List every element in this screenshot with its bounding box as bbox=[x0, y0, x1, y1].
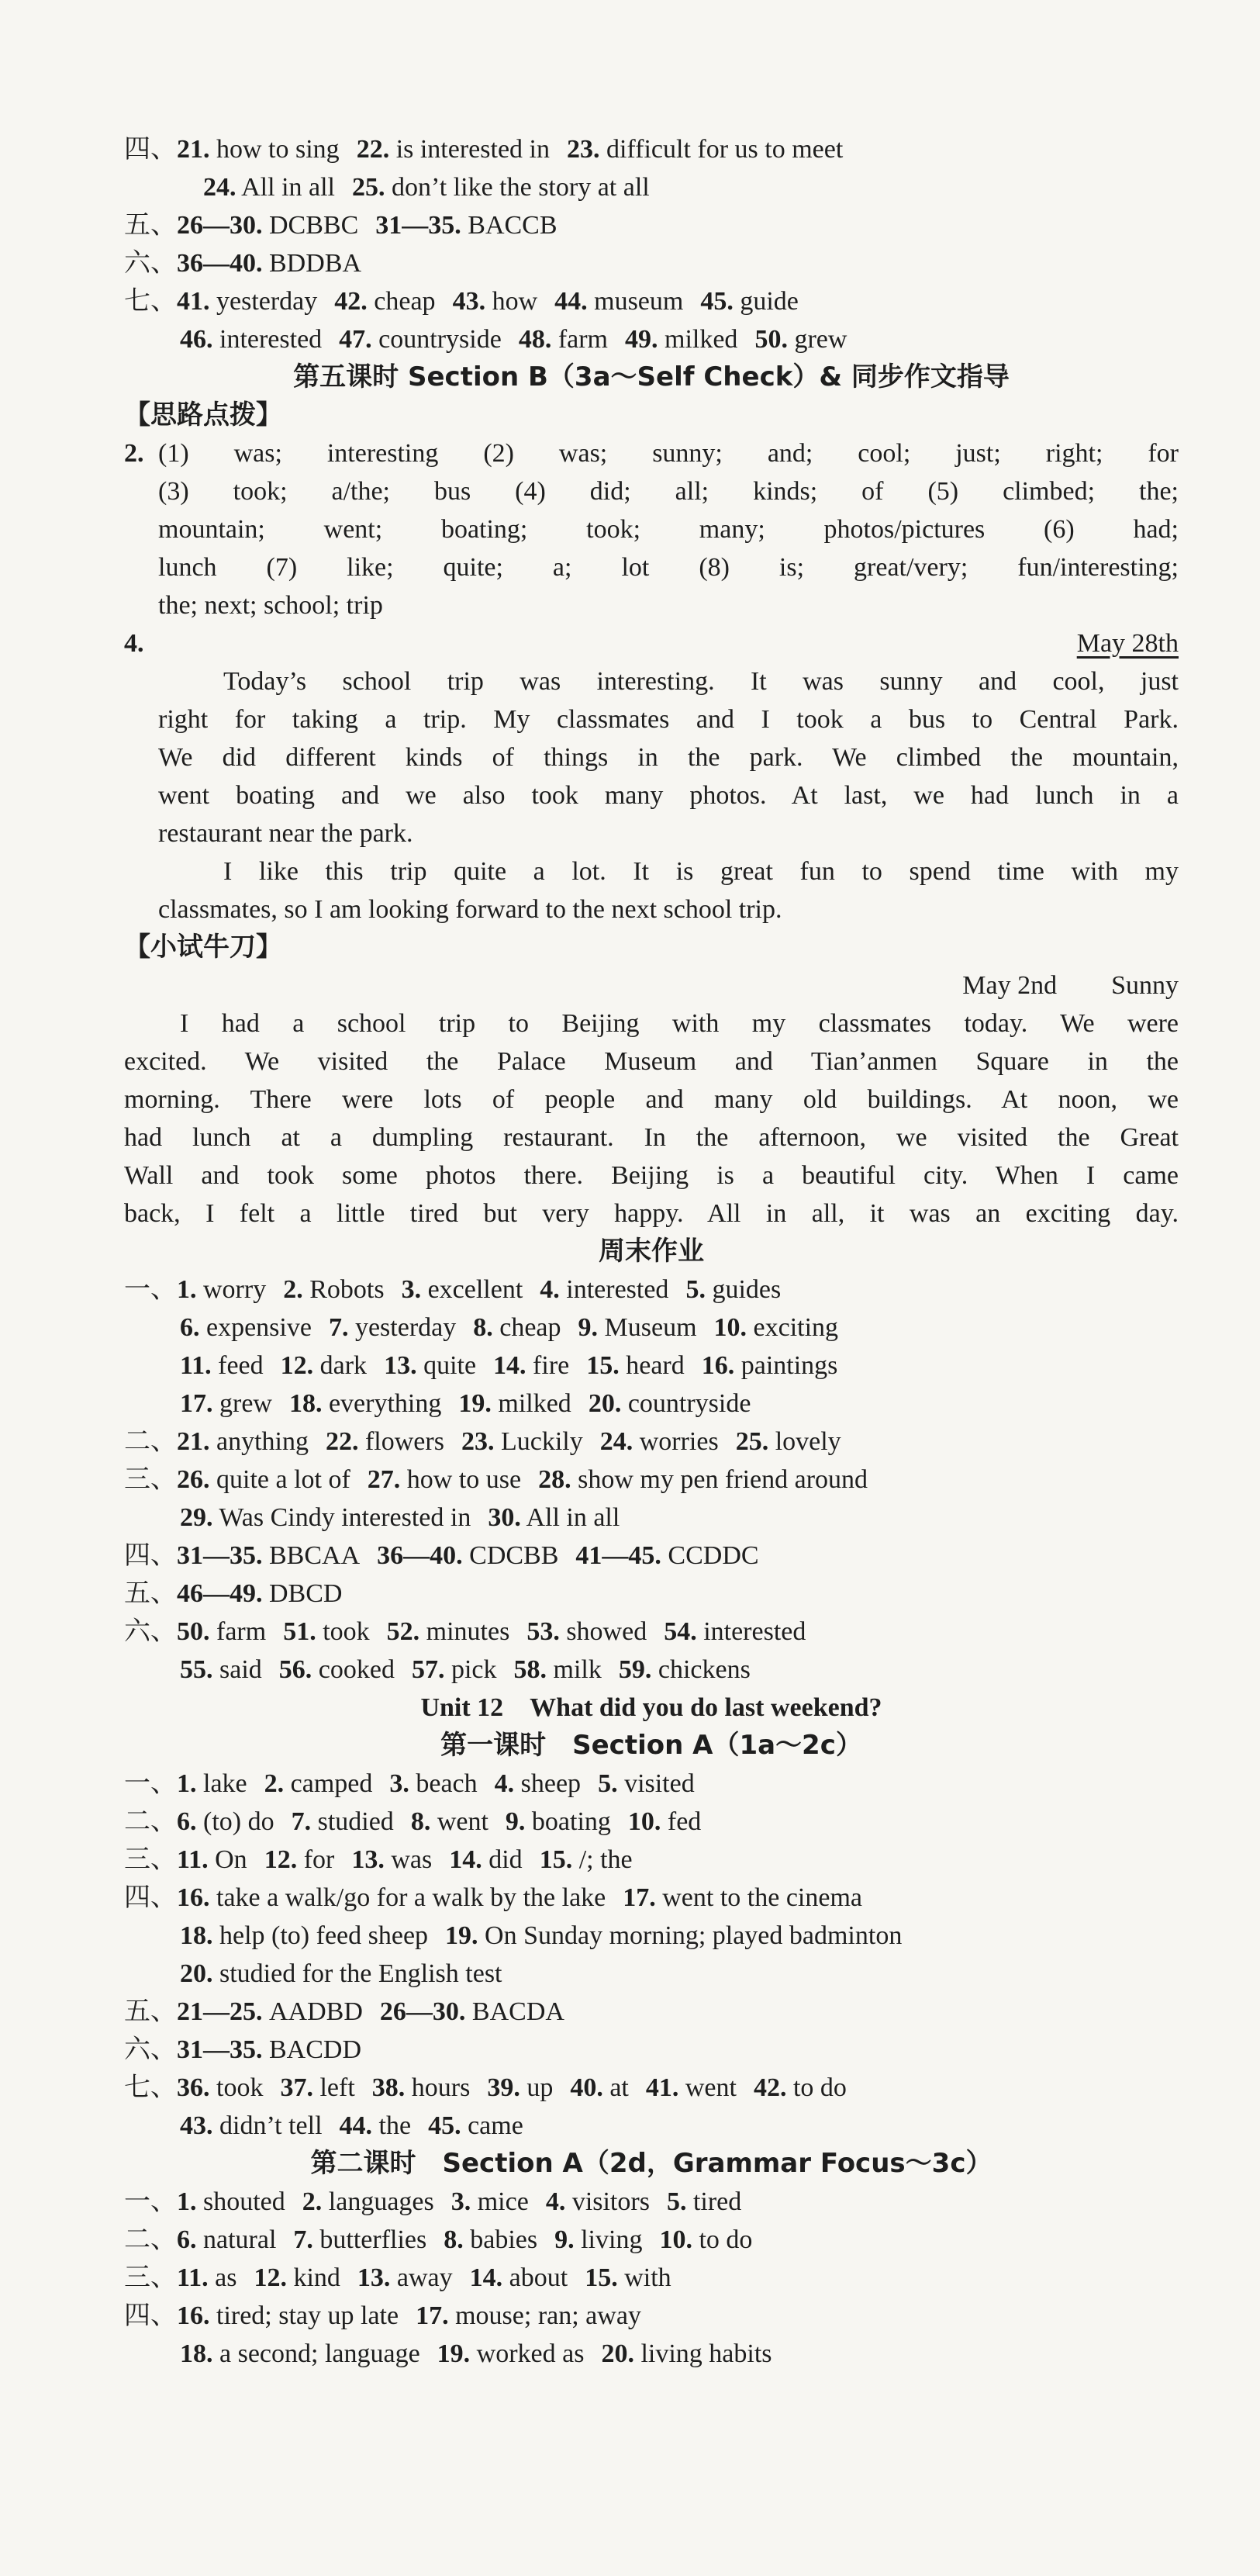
answer-line: the; next; school; trip bbox=[158, 591, 383, 620]
answer-row: 四、31—35. BBCAA 36—40. CDCBB 41—45. CCDDC bbox=[124, 1540, 759, 1571]
answer-row: 二、6. (to) do 7. studied 8. went 9. boating 10. fed bbox=[124, 1806, 702, 1837]
answer-row: 五、46—49. DBCD bbox=[124, 1578, 343, 1609]
answer-row: 18. help (to) feed sheep 19. On Sunday morning; played badminton bbox=[180, 1921, 903, 1950]
answer-row: 七、36. took 37. left 38. hours 39. up 40. at 41. went 42. to do bbox=[124, 2072, 847, 2103]
answer-row: 24. All in all 25. don’t like the story at all bbox=[203, 173, 650, 202]
answer-line: mountain; went; boating; took; many; photos/pictures (6) had; bbox=[158, 515, 1179, 544]
try-date-weather: May 2nd Sunny bbox=[962, 971, 1179, 1000]
answer-row: 一、1. lake 2. camped 3. beach 4. sheep 5. visited bbox=[124, 1768, 695, 1799]
answer-row: 五、21—25. AADBD 26—30. BACDA bbox=[124, 1996, 564, 2027]
answer-row: 三、11. as 12. kind 13. away 14. about 15. with bbox=[124, 2262, 671, 2293]
answer-row: 18. a second; language 19. worked as 20. living habits bbox=[180, 2339, 772, 2368]
lesson-title: 第一课时 Section A（1a～2c） bbox=[440, 1730, 862, 1761]
answer-row: 29. Was Cindy interested in 30. All in all bbox=[180, 1503, 620, 1532]
essay-line: morning. There were lots of people and many old buildings. At noon, we bbox=[124, 1085, 1179, 1114]
answer-row: 一、1. worry 2. Robots 3. excellent 4. interested 5. guides bbox=[124, 1274, 782, 1305]
essay-line: classmates, so I am looking forward to the next school trip. bbox=[158, 895, 782, 924]
answer-row: 三、11. On 12. for 13. was 14. did 15. /; the bbox=[124, 1844, 633, 1875]
answer-row: 20. studied for the English test bbox=[180, 1959, 502, 1988]
question-number: 2. bbox=[124, 439, 144, 468]
answer-row: 17. grew 18. everything 19. milked 20. countryside bbox=[180, 1389, 751, 1418]
essay-date: May 28th bbox=[1076, 629, 1179, 658]
answer-row: 三、26. quite a lot of 27. how to use 28. show my pen friend around bbox=[124, 1464, 868, 1495]
answer-row: 四、21. how to sing 22. is interested in 23. difficult for us to meet bbox=[124, 133, 844, 164]
essay-line: went boating and we also took many photos. At last, we had lunch in a bbox=[158, 781, 1179, 810]
answer-row: 6. expensive 7. yesterday 8. cheap 9. Museum 10. exciting bbox=[180, 1313, 839, 1342]
essay-line: I had a school trip to Beijing with my classmates today. We were bbox=[180, 1009, 1179, 1038]
answer-row: 11. feed 12. dark 13. quite 14. fire 15. heard 16. paintings bbox=[180, 1351, 838, 1380]
question-number: 4. bbox=[124, 629, 144, 658]
answer-row: 一、1. shouted 2. languages 3. mice 4. visitors 5. tired bbox=[124, 2186, 742, 2217]
essay-line: restaurant near the park. bbox=[158, 819, 413, 848]
answer-line: (1) was; interesting (2) was; sunny; and; cool; just; right; for bbox=[158, 439, 1179, 468]
answer-row: 二、21. anything 22. flowers 23. Luckily 24. worries 25. lovely bbox=[124, 1426, 841, 1457]
section-title: 周末作业 bbox=[599, 1236, 704, 1267]
essay-line: right for taking a trip. My classmates and I took a bus to Central Park. bbox=[158, 705, 1179, 734]
section-title: 第五课时 Section B（3a～Self Check）& 同步作文指导 bbox=[293, 361, 1010, 392]
essay-line: had lunch at a dumpling restaurant. In the afternoon, we visited the Great bbox=[124, 1123, 1179, 1152]
answer-row: 六、31—35. BACDD bbox=[124, 2034, 362, 2065]
essay-line: I like this trip quite a lot. It is great fun to spend time with my bbox=[223, 857, 1179, 886]
answer-row: 四、16. take a walk/go for a walk by the lake 17. went to the cinema bbox=[124, 1882, 862, 1913]
unit-title: Unit 12 What did you do last weekend? bbox=[420, 1693, 882, 1722]
answer-row: 六、36—40. BDDBA bbox=[124, 247, 362, 278]
essay-line: excited. We visited the Palace Museum and Tian’anmen Square in the bbox=[124, 1047, 1179, 1076]
answer-row: 46. interested 47. countryside 48. farm 49. milked 50. grew bbox=[180, 325, 847, 354]
answer-row: 七、41. yesterday 42. cheap 43. how 44. museum 45. guide bbox=[124, 285, 799, 316]
tips-heading: 【思路点拨】 bbox=[124, 399, 282, 430]
answer-row: 六、50. farm 51. took 52. minutes 53. showed 54. interested bbox=[124, 1616, 806, 1647]
essay-line: We did different kinds of things in the park. We climbed the mountain, bbox=[158, 743, 1179, 772]
answer-row: 43. didn’t tell 44. the 45. came bbox=[180, 2111, 523, 2140]
lesson-title: 第二课时 Section A（2d，Grammar Focus～3c） bbox=[310, 2148, 992, 2179]
try-heading: 【小试牛刀】 bbox=[124, 932, 282, 963]
essay-line: Wall and took some photos there. Beijing is a beautiful city. When I came bbox=[124, 1161, 1179, 1190]
answer-line: lunch (7) like; quite; a; lot (8) is; great/very; fun/interesting; bbox=[158, 553, 1179, 582]
answer-row: 二、6. natural 7. butterflies 8. babies 9. living 10. to do bbox=[124, 2224, 753, 2255]
answer-row: 55. said 56. cooked 57. pick 58. milk 59. chickens bbox=[180, 1655, 751, 1684]
answer-row: 五、26—30. DCBBC 31—35. BACCB bbox=[124, 209, 558, 240]
essay-line: back, I felt a little tired but very happy. All in all, it was an exciting day. bbox=[124, 1199, 1179, 1228]
essay-line: Today’s school trip was interesting. It was sunny and cool, just bbox=[223, 667, 1179, 696]
answer-line: (3) took; a/the; bus (4) did; all; kinds; of (5) climbed; the; bbox=[158, 477, 1179, 506]
answer-row: 四、16. tired; stay up late 17. mouse; ran; away bbox=[124, 2300, 641, 2331]
